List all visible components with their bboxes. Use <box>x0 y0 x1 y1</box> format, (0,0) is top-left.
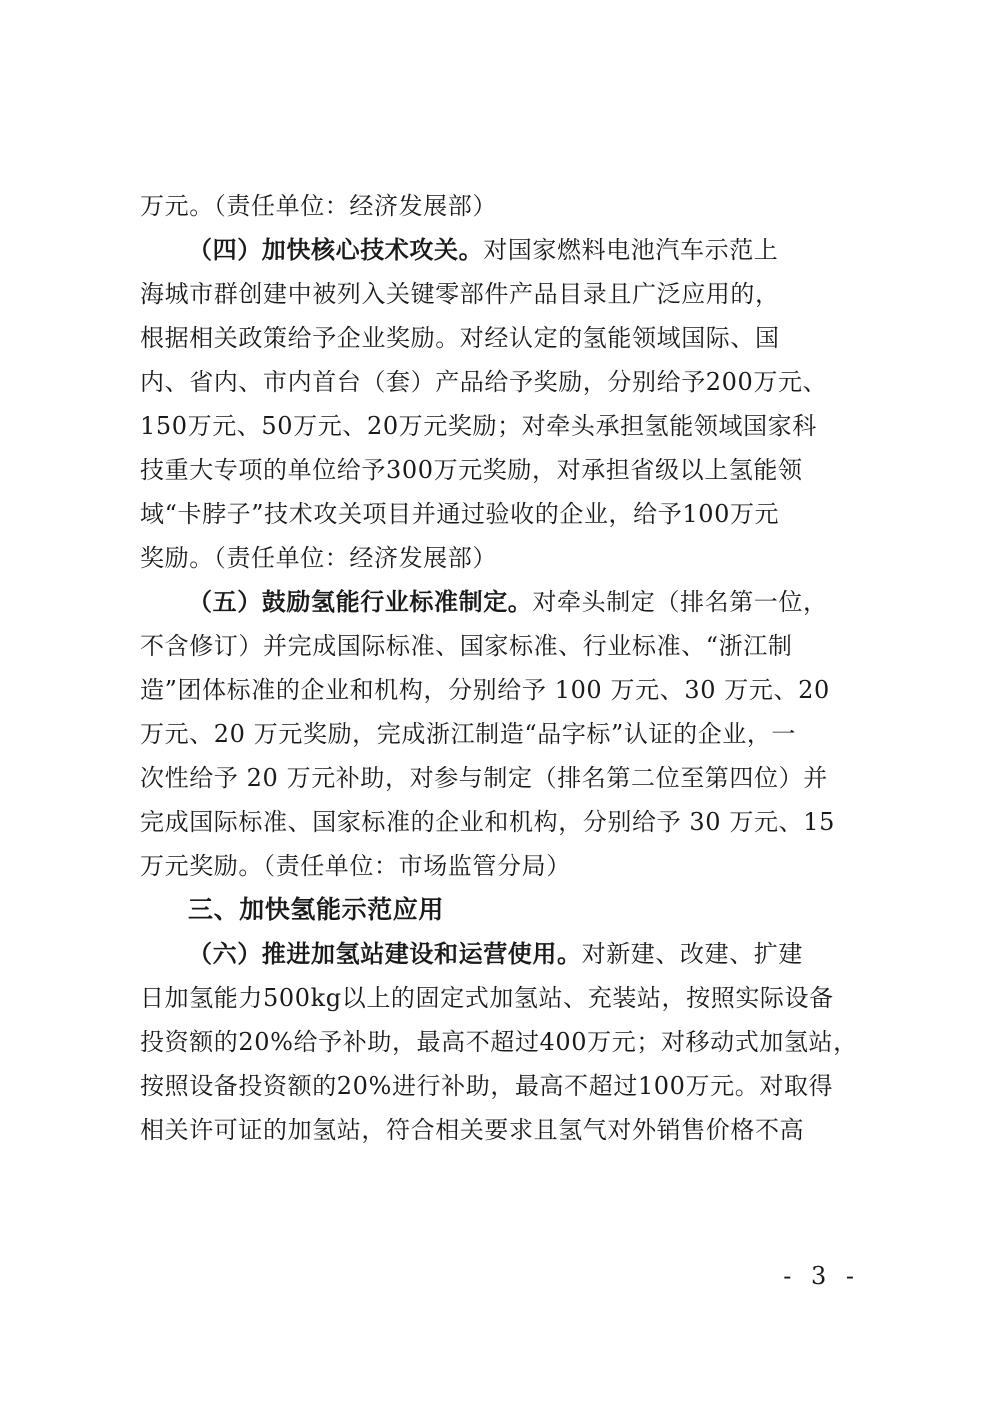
text-line <box>140 492 870 536</box>
line-text: 万元、20 万元奖励，完成浙江制造“品字标”认证的企业，一 <box>140 720 797 748</box>
text-line <box>140 1108 870 1152</box>
text-line <box>140 624 870 668</box>
line-text: 内、省内、市内首台（套）产品给予奖励，分别给予200万元、 <box>140 368 828 396</box>
line-text: 万元。（责任单位：经济发展部） <box>140 192 497 220</box>
line-text: 造”团体标准的企业和机构，分别给予 100 万元、30 万元、20 <box>140 676 830 704</box>
paragraph-heading-5: （五）鼓励氢能行业标准制定。 <box>188 587 533 616</box>
line-text: 日加氢能力500kg以上的固定式加氢站、充装站，按照实际设备 <box>140 984 834 1012</box>
line-text: 相关许可证的加氢站，符合相关要求且氢气对外销售价格不高 <box>140 1116 805 1144</box>
text-line <box>140 1064 870 1108</box>
paragraph-heading-6: （六）推进加氢站建设和运营使用。 <box>188 939 582 968</box>
section-heading-3 <box>140 888 870 932</box>
line-text: 奖励。（责任单位：经济发展部） <box>140 544 497 572</box>
text-line <box>140 536 870 580</box>
text-line <box>140 844 870 888</box>
line-text: 完成国际标准、国家标准的企业和机构，分别给予 30 万元、15 <box>140 808 835 836</box>
text-line <box>140 360 870 404</box>
text-line <box>140 668 870 712</box>
line-text: 次性给予 20 万元补助，对参与制定（排名第二位至第四位）并 <box>140 764 828 792</box>
line-text: 根据相关政策给予企业奖励。对经认定的氢能领域国际、国 <box>140 324 780 352</box>
line-text: 投资额的20%给予补助，最高不超过400万元；对移动式加氢站， <box>140 1028 858 1056</box>
line-text: 域“卡脖子”技术攻关项目并通过验收的企业，给予100万元 <box>140 500 780 528</box>
text-line <box>140 1020 870 1064</box>
text-line <box>140 272 870 316</box>
line-text: 万元奖励。（责任单位：市场监管分局） <box>140 852 571 880</box>
text-line <box>140 448 870 492</box>
text-line <box>140 712 870 756</box>
line-text: 对国家燃料电池汽车示范上 <box>483 236 779 264</box>
line-text: 按照设备投资额的20%进行补助，最高不超过100万元。对取得 <box>140 1072 834 1100</box>
text-line <box>140 756 870 800</box>
paragraph-heading-4: （四）加快核心技术攻关。 <box>188 235 484 264</box>
text-line <box>140 800 870 844</box>
paragraph-4-first-line <box>140 228 870 272</box>
text-line <box>140 184 870 228</box>
text-line <box>140 316 870 360</box>
line-text: 不含修订）并完成国际标准、国家标准、行业标准、“浙江制 <box>140 632 793 660</box>
paragraph-5-first-line <box>140 580 870 624</box>
body-text <box>140 184 870 1152</box>
line-text: 150万元、50万元、20万元奖励；对牵头承担氢能领域国家科 <box>140 412 817 440</box>
line-text: 海城市群创建中被列入关键零部件产品目录且广泛应用的， <box>140 280 780 308</box>
paragraph-6-first-line <box>140 932 870 976</box>
text-line <box>140 976 870 1020</box>
line-text: 对新建、改建、扩建 <box>581 940 804 968</box>
text-line <box>140 404 870 448</box>
page-number: - 3 - <box>783 1262 860 1290</box>
line-text: 技重大专项的单位给予300万元奖励，对承担省级以上氢能领 <box>140 456 803 484</box>
line-text: 对牵头制定（排名第一位， <box>532 588 828 616</box>
section-heading-text: 三、加快氢能示范应用 <box>188 895 445 924</box>
